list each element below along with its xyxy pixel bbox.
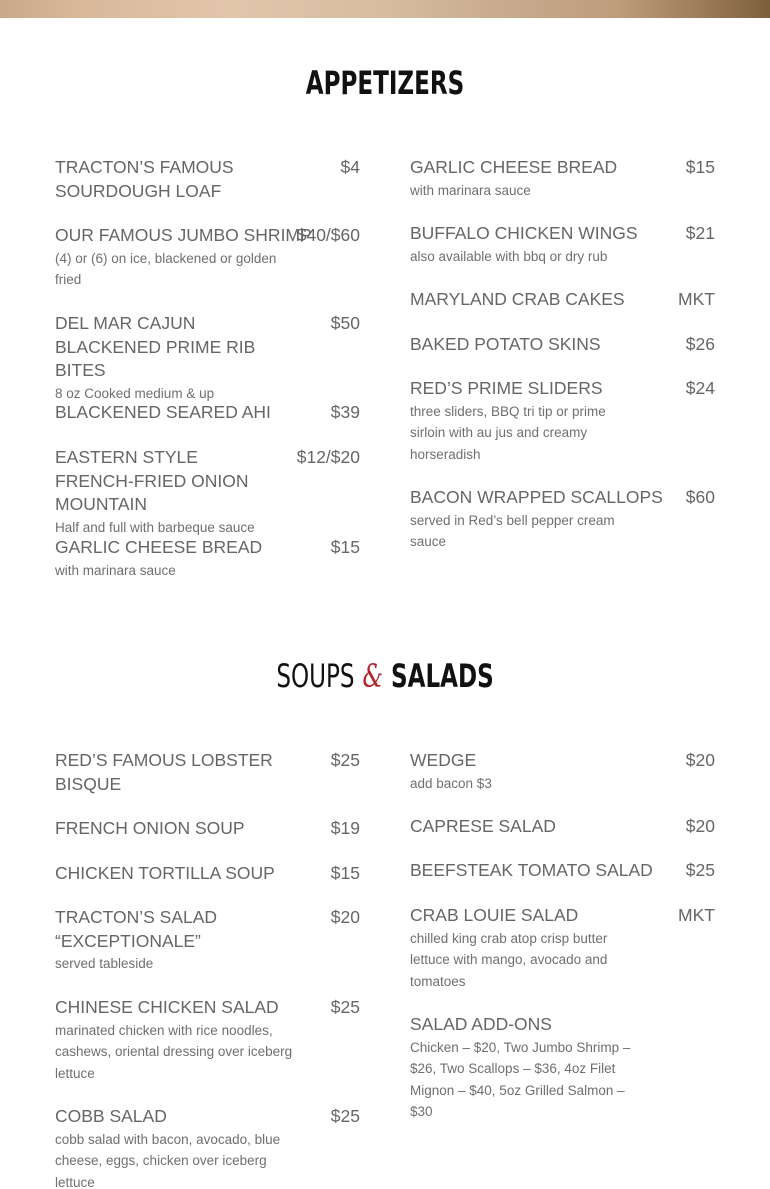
menu-item	[410, 486, 715, 553]
item-price: $25	[330, 1106, 360, 1126]
item-price: $21	[685, 223, 715, 243]
item-description: served in Red’s bell pepper cream sauce	[410, 512, 615, 549]
item-name: CHINESE CHICKEN SALAD	[55, 997, 279, 1017]
menu-item	[410, 904, 715, 992]
item-description: with marinara sauce	[410, 182, 531, 198]
item-name: BACON WRAPPED SCALLOPS	[410, 487, 663, 507]
menu-item	[410, 815, 715, 839]
item-price: $20	[330, 907, 360, 927]
soups-salads-heading	[108, 657, 662, 695]
item-name: BLACKENED SEARED AHI	[55, 402, 271, 422]
menu-item	[410, 377, 715, 465]
item-name: CRAB LOUIE SALAD	[410, 905, 579, 925]
item-description: cobb salad with bacon, avocado, blue cheese, eggs, chicken over iceberg lettuce	[55, 1131, 281, 1189]
item-name: CAPRESE SALAD	[410, 816, 556, 836]
menu-item	[55, 446, 360, 538]
menu-item	[55, 536, 360, 581]
item-description: three sliders, BBQ tri tip or prime sirloin with au jus and creamy horseradish	[410, 403, 606, 462]
item-name: CHICKEN TORTILLA SOUP	[55, 863, 275, 883]
item-name: TRACTON’S FAMOUS SOURDOUGH LOAF	[55, 157, 234, 201]
item-name: TRACTON’S SALAD “EXCEPTIONALE”	[55, 907, 218, 951]
item-price: $15	[685, 157, 715, 177]
item-description: Chicken – $20, Two Jumbo Shrimp – $26, Two Scallops – $36, 4oz Filet Mignon – $40, 5oz Grilled Salmon – $30	[410, 1039, 631, 1119]
menu-item	[55, 862, 360, 886]
menu-item	[410, 859, 715, 883]
item-price: MKT	[678, 289, 715, 309]
item-price: $40/$60	[296, 225, 360, 245]
menu-item	[55, 749, 360, 796]
menu-item	[410, 1013, 715, 1123]
item-price: $20	[685, 750, 715, 770]
item-price: $15	[330, 537, 360, 557]
item-name: EASTERN STYLE FRENCH-FRIED ONION MOUNTAIN	[55, 447, 249, 514]
item-price: $12/$20	[296, 447, 360, 467]
item-price: $19	[330, 818, 360, 838]
menu-item	[55, 401, 360, 425]
item-name: BEEFSTEAK TOMATO SALAD	[410, 860, 653, 880]
item-price: $15	[330, 863, 360, 883]
heading-salads: SALADS	[391, 657, 494, 695]
menu-item	[55, 906, 360, 975]
item-name: MARYLAND CRAB CAKES	[410, 289, 625, 309]
menu-item	[55, 156, 360, 203]
item-name: BUFFALO CHICKEN WINGS	[410, 223, 638, 243]
appetizers-heading: APPETIZERS	[305, 64, 465, 102]
item-description: (4) or (6) on ice, blackened or golden fried	[55, 250, 277, 287]
item-name: SALAD ADD-ONS	[410, 1014, 552, 1034]
menu-item	[410, 222, 715, 267]
item-description: 8 oz Cooked medium & up	[55, 385, 215, 401]
item-price: $26	[685, 334, 715, 354]
menu-item	[55, 312, 360, 404]
item-name: RED’S FAMOUS LOBSTER BISQUE	[55, 750, 273, 794]
item-price: $39	[330, 402, 360, 422]
menu-item	[410, 156, 715, 201]
item-description: with marinara sauce	[55, 562, 176, 578]
item-description: add bacon $3	[410, 775, 492, 791]
heading-ampersand: &	[362, 657, 383, 695]
heading-soups: SOUPS	[276, 657, 355, 695]
item-price: $60	[685, 487, 715, 507]
menu-item	[55, 817, 360, 841]
item-price: $20	[685, 816, 715, 836]
item-name: FRENCH ONION SOUP	[55, 818, 245, 838]
item-name: BAKED POTATO SKINS	[410, 334, 601, 354]
item-name: DEL MAR CAJUN BLACKENED PRIME RIB BITES	[55, 313, 256, 380]
item-price: MKT	[678, 905, 715, 925]
item-name: COBB SALAD	[55, 1106, 167, 1126]
item-price: $25	[330, 997, 360, 1017]
menu-item	[55, 224, 360, 291]
item-price: $25	[685, 860, 715, 880]
item-description: marinated chicken with rice noodles, cashews, oriental dressing over iceberg lettuce	[55, 1022, 293, 1081]
menu-item	[410, 333, 715, 357]
menu-item	[55, 1105, 360, 1189]
item-description: chilled king crab atop crisp butter lettuce with mango, avocado and tomatoes	[410, 930, 608, 989]
item-description: also available with bbq or dry rub	[410, 248, 608, 264]
item-price: $50	[330, 313, 360, 333]
hero-image-strip	[0, 0, 770, 18]
item-price: $24	[685, 378, 715, 398]
item-name: RED’S PRIME SLIDERS	[410, 378, 603, 398]
item-description: Half and full with barbeque sauce	[55, 519, 255, 535]
item-name: OUR FAMOUS JUMBO SHRIMP	[55, 225, 312, 245]
item-price: $4	[340, 157, 360, 177]
menu-item	[410, 288, 715, 312]
item-description: served tableside	[55, 956, 154, 971]
item-name: WEDGE	[410, 750, 477, 770]
item-name: GARLIC CHEESE BREAD	[55, 537, 263, 557]
menu-item	[410, 749, 715, 794]
menu-item	[55, 996, 360, 1084]
item-name: GARLIC CHEESE BREAD	[410, 157, 618, 177]
item-price: $25	[330, 750, 360, 770]
